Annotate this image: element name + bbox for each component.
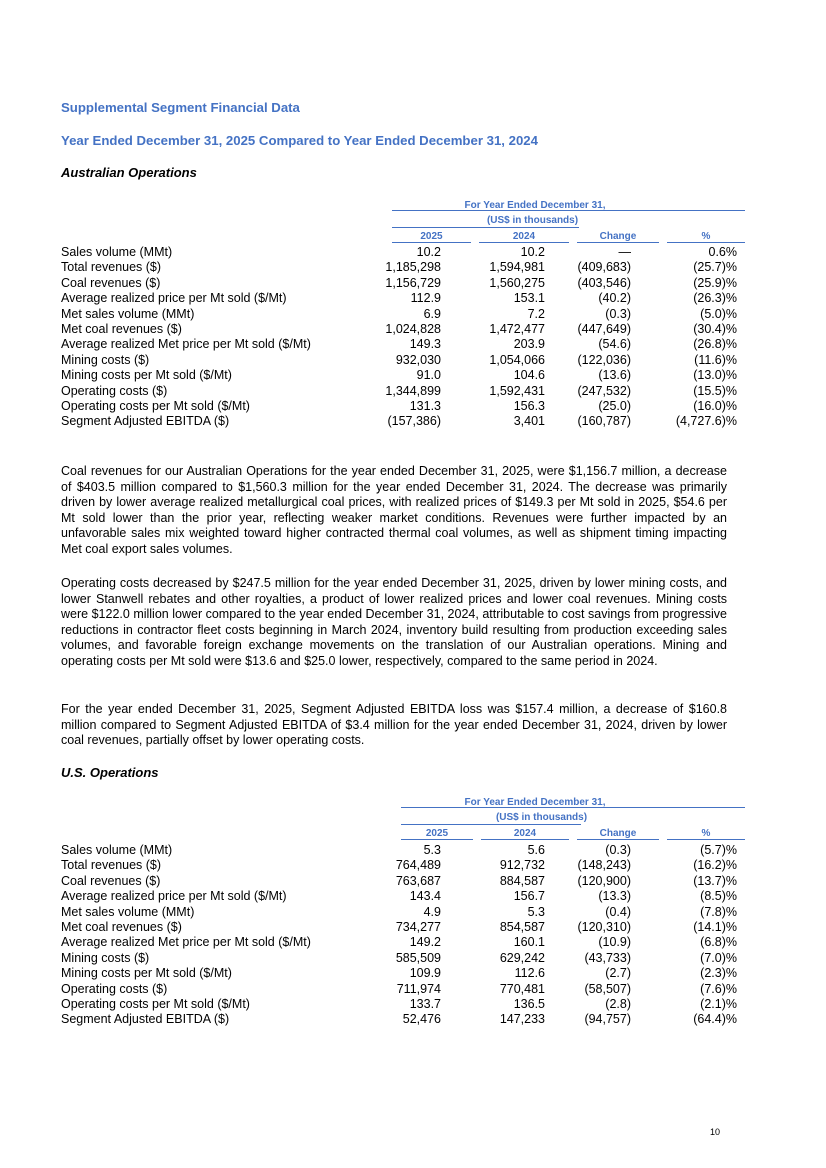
row-label: Mining costs ($) bbox=[61, 352, 150, 367]
value-percent: (13.7)% bbox=[693, 873, 737, 888]
value-change: (122,036) bbox=[577, 352, 631, 367]
comparison-title: Year Ended December 31, 2025 Compared to Year Ended December 31, 2024 bbox=[61, 133, 538, 148]
value-2025: 109.9 bbox=[409, 966, 441, 981]
value-percent: (14.1)% bbox=[693, 919, 737, 934]
value-2024: 1,054,066 bbox=[489, 352, 545, 367]
value-percent: (4,727.6)% bbox=[675, 414, 737, 429]
value-percent: (16.0)% bbox=[693, 398, 737, 413]
value-percent: (13.0)% bbox=[693, 368, 737, 383]
value-2024: 203.9 bbox=[513, 337, 545, 352]
paragraph-segment-ebitda: For the year ended December 31, 2025, Segment Adjusted EBITDA loss was $157.4 million, a decrease of $160.8 million compared to Segment Adjusted EBITDA of $3.4 million for the year ended December 31, 2024, driven by lower coal revenues, partially offset by lower operating costs. bbox=[61, 702, 727, 747]
table-row bbox=[61, 997, 745, 1012]
row-label: Coal revenues ($) bbox=[61, 873, 161, 888]
table-row bbox=[61, 843, 745, 858]
value-percent: (30.4)% bbox=[693, 321, 737, 336]
row-label: Met coal revenues ($) bbox=[61, 919, 182, 934]
value-2024: 7.2 bbox=[527, 306, 545, 321]
value-percent: (2.1)% bbox=[700, 996, 737, 1011]
value-change: (0.4) bbox=[605, 904, 631, 919]
row-label: Mining costs ($) bbox=[61, 950, 150, 965]
table-row bbox=[61, 276, 745, 291]
table-row bbox=[61, 368, 745, 383]
value-2024: 884,587 bbox=[499, 873, 545, 888]
value-change: (54.6) bbox=[598, 337, 631, 352]
value-2024: 5.3 bbox=[527, 904, 545, 919]
value-2025: 734,277 bbox=[395, 919, 441, 934]
value-change: (120,900) bbox=[577, 873, 631, 888]
value-2024: 156.3 bbox=[513, 398, 545, 413]
value-2024: 1,560,275 bbox=[489, 275, 545, 290]
value-change: (13.6) bbox=[598, 368, 631, 383]
value-2025: 10.2 bbox=[416, 245, 441, 259]
table-row bbox=[61, 307, 745, 322]
value-change: (10.9) bbox=[598, 935, 631, 950]
value-2025: 5.3 bbox=[423, 843, 441, 857]
row-label: Operating costs per Mt sold ($/Mt) bbox=[61, 398, 250, 413]
table-row bbox=[61, 1012, 745, 1027]
value-2024: 770,481 bbox=[499, 981, 545, 996]
value-2025: 52,476 bbox=[402, 1012, 441, 1027]
section-title: Supplemental Segment Financial Data bbox=[61, 100, 300, 115]
row-label: Coal revenues ($) bbox=[61, 275, 161, 290]
value-change: (40.2) bbox=[598, 291, 631, 306]
value-2024: 156.7 bbox=[513, 889, 545, 904]
value-percent: (26.3)% bbox=[693, 291, 737, 306]
value-percent: (6.8)% bbox=[700, 935, 737, 950]
table-row bbox=[61, 905, 745, 920]
value-2024: 160.1 bbox=[513, 935, 545, 950]
paragraph-operating-costs: Operating costs decreased by $247.5 million for the year ended December 31, 2025, driven by lower mining costs, and lower Stanwell rebates and other royalties, a product of lower realized prices and lower coal revenues. Mining costs were $122.0 million lower compared to the year ended December 31, 2024, attributable to cost savings from progressive reductions in contractor fleet costs beginning in March 2024, inventory build resulting from production exceeding sales volumes, and favorable foreign exchange movements on the translation of our Australian operations. Mining and operating costs per Mt sold were $13.6 and $25.0 lower, respectively, compared to the same period in 2024. bbox=[61, 576, 727, 668]
value-change: (25.0) bbox=[598, 398, 631, 413]
period-header: For Year Ended December 31, bbox=[464, 797, 606, 808]
value-2024: 112.6 bbox=[514, 966, 545, 981]
table-row bbox=[61, 858, 745, 873]
value-percent: (5.7)% bbox=[700, 843, 737, 857]
value-2024: 136.5 bbox=[513, 996, 545, 1011]
page-number: 10 bbox=[710, 1127, 721, 1137]
value-2025: (157,386) bbox=[387, 414, 441, 429]
table-row bbox=[61, 920, 745, 935]
table-body bbox=[61, 843, 745, 1028]
column-header-2024: 2024 bbox=[481, 828, 569, 840]
row-label: Mining costs per Mt sold ($/Mt) bbox=[61, 966, 232, 981]
column-header-percent: % bbox=[667, 828, 745, 840]
value-2025: 1,344,899 bbox=[385, 383, 441, 398]
value-percent: (16.2)% bbox=[693, 858, 737, 873]
value-percent: (7.8)% bbox=[700, 904, 737, 919]
paragraph-coal-revenues: Coal revenues for our Australian Operations for the year ended December 31, 2025, were $1,156.7 million, a decrease of $403.5 million compared to $1,560.3 million for the year ended December 31, 2024. The decrease was primarily driven by lower average realized metallurgical coal prices, with realized prices of $149.3 per Mt sold in 2025, $54.6 per Mt sold lower than the prior year, reflecting weaker market conditions. Revenues were further impacted by an unfavorable sales mix weighted toward higher contracted thermal coal volumes, as well as shipment timing impacting Met coal export sales volumes. bbox=[61, 464, 727, 556]
value-2024: 3,401 bbox=[513, 414, 545, 429]
column-header-change: Change bbox=[577, 828, 659, 840]
value-2024: 629,242 bbox=[499, 950, 545, 965]
value-2025: 1,024,828 bbox=[385, 321, 441, 336]
row-label: Average realized Met price per Mt sold ($/Mt) bbox=[61, 935, 311, 950]
table-row bbox=[61, 935, 745, 950]
value-percent: (7.6)% bbox=[700, 981, 737, 996]
table-row bbox=[61, 951, 745, 966]
value-percent: (25.7)% bbox=[693, 260, 737, 275]
value-change: (43,733) bbox=[584, 950, 631, 965]
value-percent: (2.3)% bbox=[700, 966, 737, 981]
row-label: Operating costs ($) bbox=[61, 981, 168, 996]
column-header-2025: 2025 bbox=[392, 231, 471, 243]
value-percent: 0.6% bbox=[708, 245, 737, 259]
value-2024: 912,732 bbox=[499, 858, 545, 873]
row-label: Met sales volume (MMt) bbox=[61, 306, 195, 321]
value-2025: 112.9 bbox=[410, 291, 441, 306]
table-row bbox=[61, 874, 745, 889]
value-2024: 1,592,431 bbox=[489, 383, 545, 398]
value-2024: 1,472,477 bbox=[489, 321, 545, 336]
row-label: Operating costs per Mt sold ($/Mt) bbox=[61, 996, 250, 1011]
value-2025: 133.7 bbox=[409, 996, 441, 1011]
row-label: Operating costs ($) bbox=[61, 383, 168, 398]
value-change: (13.3) bbox=[598, 889, 631, 904]
value-2024: 104.6 bbox=[513, 368, 545, 383]
table-row bbox=[61, 966, 745, 981]
value-percent: (15.5)% bbox=[693, 383, 737, 398]
value-2025: 711,974 bbox=[396, 981, 441, 996]
value-2025: 91.0 bbox=[416, 368, 441, 383]
value-percent: (5.0)% bbox=[700, 306, 737, 321]
value-2025: 149.3 bbox=[409, 337, 441, 352]
table-row bbox=[61, 260, 745, 275]
value-change: (58,507) bbox=[584, 981, 631, 996]
value-2025: 1,185,298 bbox=[385, 260, 441, 275]
value-2025: 1,156,729 bbox=[385, 275, 441, 290]
table-row bbox=[61, 245, 745, 260]
row-label: Met sales volume (MMt) bbox=[61, 904, 195, 919]
period-header: For Year Ended December 31, bbox=[464, 200, 606, 211]
value-2024: 153.1 bbox=[513, 291, 545, 306]
value-percent: (7.0)% bbox=[700, 950, 737, 965]
table-body bbox=[61, 245, 745, 430]
value-2025: 932,030 bbox=[395, 352, 441, 367]
table-row bbox=[61, 414, 745, 429]
value-percent: (25.9)% bbox=[693, 275, 737, 290]
table-row bbox=[61, 889, 745, 904]
value-change: (403,546) bbox=[577, 275, 631, 290]
table-row bbox=[61, 982, 745, 997]
value-percent: (26.8)% bbox=[693, 337, 737, 352]
table-row bbox=[61, 353, 745, 368]
units-header: (US$ in thousands) bbox=[486, 215, 579, 226]
column-header-2025: 2025 bbox=[401, 828, 473, 840]
value-change: (94,757) bbox=[584, 1012, 631, 1027]
table-header bbox=[61, 200, 745, 240]
header-rule bbox=[392, 210, 745, 211]
row-label: Mining costs per Mt sold ($/Mt) bbox=[61, 368, 232, 383]
value-2024: 10.2 bbox=[520, 245, 545, 259]
value-2025: 6.9 bbox=[423, 306, 441, 321]
table-row bbox=[61, 322, 745, 337]
value-change: (447,649) bbox=[577, 321, 631, 336]
table-header bbox=[61, 797, 745, 837]
value-2024: 854,587 bbox=[499, 919, 545, 934]
value-2024: 147,233 bbox=[499, 1012, 545, 1027]
table-row bbox=[61, 399, 745, 414]
value-2024: 1,594,981 bbox=[489, 260, 545, 275]
units-header: (US$ in thousands) bbox=[495, 812, 588, 823]
row-label: Segment Adjusted EBITDA ($) bbox=[61, 1012, 230, 1027]
row-label: Average realized price per Mt sold ($/Mt) bbox=[61, 889, 287, 904]
us-operations-heading: U.S. Operations bbox=[61, 765, 159, 780]
value-2025: 4.9 bbox=[423, 904, 441, 919]
value-2025: 149.2 bbox=[409, 935, 441, 950]
value-change: (247,532) bbox=[577, 383, 631, 398]
value-change: (120,310) bbox=[577, 919, 631, 934]
value-2025: 143.4 bbox=[409, 889, 441, 904]
value-change: (0.3) bbox=[605, 843, 631, 857]
value-percent: (8.5)% bbox=[700, 889, 737, 904]
value-2025: 585,509 bbox=[395, 950, 441, 965]
value-change: (409,683) bbox=[577, 260, 631, 275]
value-change: (148,243) bbox=[577, 858, 631, 873]
table-row bbox=[61, 291, 745, 306]
row-label: Total revenues ($) bbox=[61, 260, 162, 275]
column-header-change: Change bbox=[577, 231, 659, 243]
value-2025: 131.3 bbox=[409, 398, 441, 413]
units-rule bbox=[392, 227, 579, 228]
column-header-percent: % bbox=[667, 231, 745, 243]
value-2025: 764,489 bbox=[395, 858, 441, 873]
row-label: Average realized price per Mt sold ($/Mt) bbox=[61, 291, 287, 306]
row-label: Segment Adjusted EBITDA ($) bbox=[61, 414, 230, 429]
value-change: (2.7) bbox=[605, 966, 631, 981]
value-percent: (11.6)% bbox=[694, 352, 737, 367]
value-change: — bbox=[618, 245, 631, 259]
row-label: Met coal revenues ($) bbox=[61, 321, 182, 336]
value-change: (2.8) bbox=[605, 996, 631, 1011]
value-percent: (64.4)% bbox=[693, 1012, 737, 1027]
row-label: Sales volume (MMt) bbox=[61, 245, 173, 259]
value-change: (160,787) bbox=[577, 414, 631, 429]
table-row bbox=[61, 337, 745, 352]
value-2025: 763,687 bbox=[395, 873, 441, 888]
header-rule bbox=[401, 807, 745, 808]
table-row bbox=[61, 384, 745, 399]
row-label: Sales volume (MMt) bbox=[61, 843, 173, 857]
value-change: (0.3) bbox=[605, 306, 631, 321]
row-label: Total revenues ($) bbox=[61, 858, 162, 873]
value-2024: 5.6 bbox=[527, 843, 545, 857]
column-header-2024: 2024 bbox=[479, 231, 569, 243]
row-label: Average realized Met price per Mt sold ($/Mt) bbox=[61, 337, 311, 352]
units-rule bbox=[401, 824, 581, 825]
australian-operations-heading: Australian Operations bbox=[61, 165, 197, 180]
